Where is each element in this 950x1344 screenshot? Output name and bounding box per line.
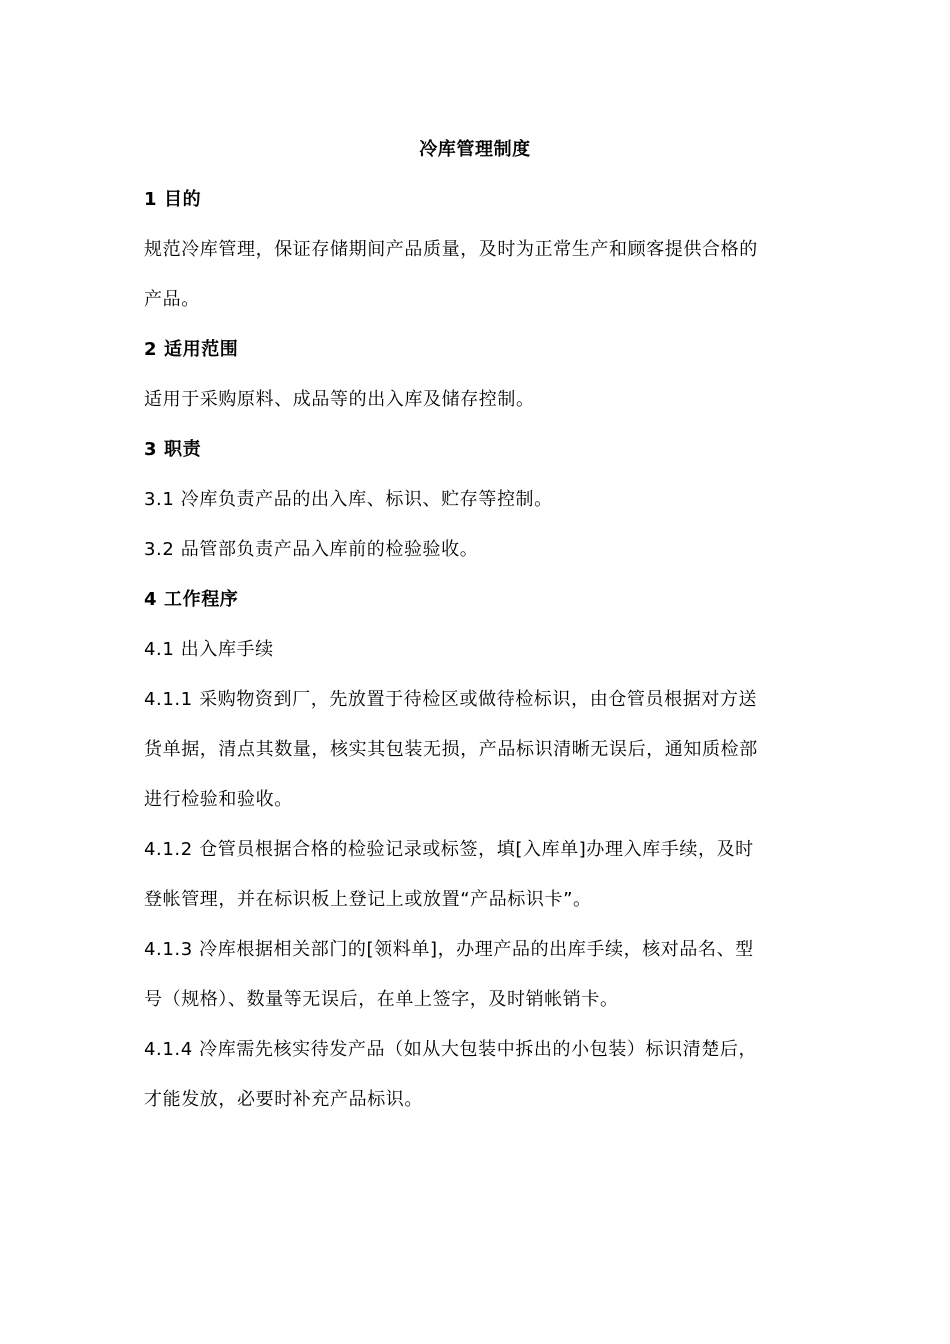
paragraph-line: 号（规格）、数量等无误后，在单上签字，及时销帐销卡。: [144, 989, 619, 1010]
paragraph-line: 适用于采购原料、成品等的出入库及储存控制。: [144, 389, 535, 410]
paragraph-line: 产品。: [144, 289, 200, 310]
paragraph-line: 登帐管理，并在标识板上登记上或放置“产品标识卡”。: [144, 889, 592, 910]
document-title: 冷库管理制度: [419, 139, 531, 160]
paragraph-line: 4.1.3 冷库根据相关部门的[领料单]，办理产品的出库手续，核对品名、型: [144, 939, 754, 960]
paragraph-line: 4.1.4 冷库需先核实待发产品（如从大包装中拆出的小包装）标识清楚后，: [144, 1039, 758, 1060]
paragraph-line: 3.1 冷库负责产品的出入库、标识、贮存等控制。: [144, 489, 553, 510]
paragraph-line: 货单据，清点其数量，核实其包装无损，产品标识清晰无误后，通知质检部: [144, 739, 758, 760]
section-heading-purpose: 1 目的: [144, 189, 202, 210]
section-heading-responsibilities: 3 职责: [144, 439, 202, 460]
paragraph-line: 4.1.1 采购物资到厂，先放置于待检区或做待检标识，由仓管员根据对方送: [144, 689, 758, 710]
paragraph-line: 规范冷库管理，保证存储期间产品质量，及时为正常生产和顾客提供合格的: [144, 239, 758, 260]
paragraph-line: 4.1.2 仓管员根据合格的检验记录或标签，填[入库单]办理入库手续，及时: [144, 839, 754, 860]
paragraph-line: 3.2 品管部负责产品入库前的检验验收。: [144, 539, 479, 560]
subsection-heading: 4.1 出入库手续: [144, 639, 274, 660]
section-heading-procedure: 4 工作程序: [144, 589, 239, 610]
paragraph-line: 进行检验和验收。: [144, 789, 293, 810]
section-heading-scope: 2 适用范围: [144, 339, 239, 360]
paragraph-line: 才能发放，必要时补充产品标识。: [144, 1089, 423, 1110]
document-body: [144, 125, 806, 1125]
